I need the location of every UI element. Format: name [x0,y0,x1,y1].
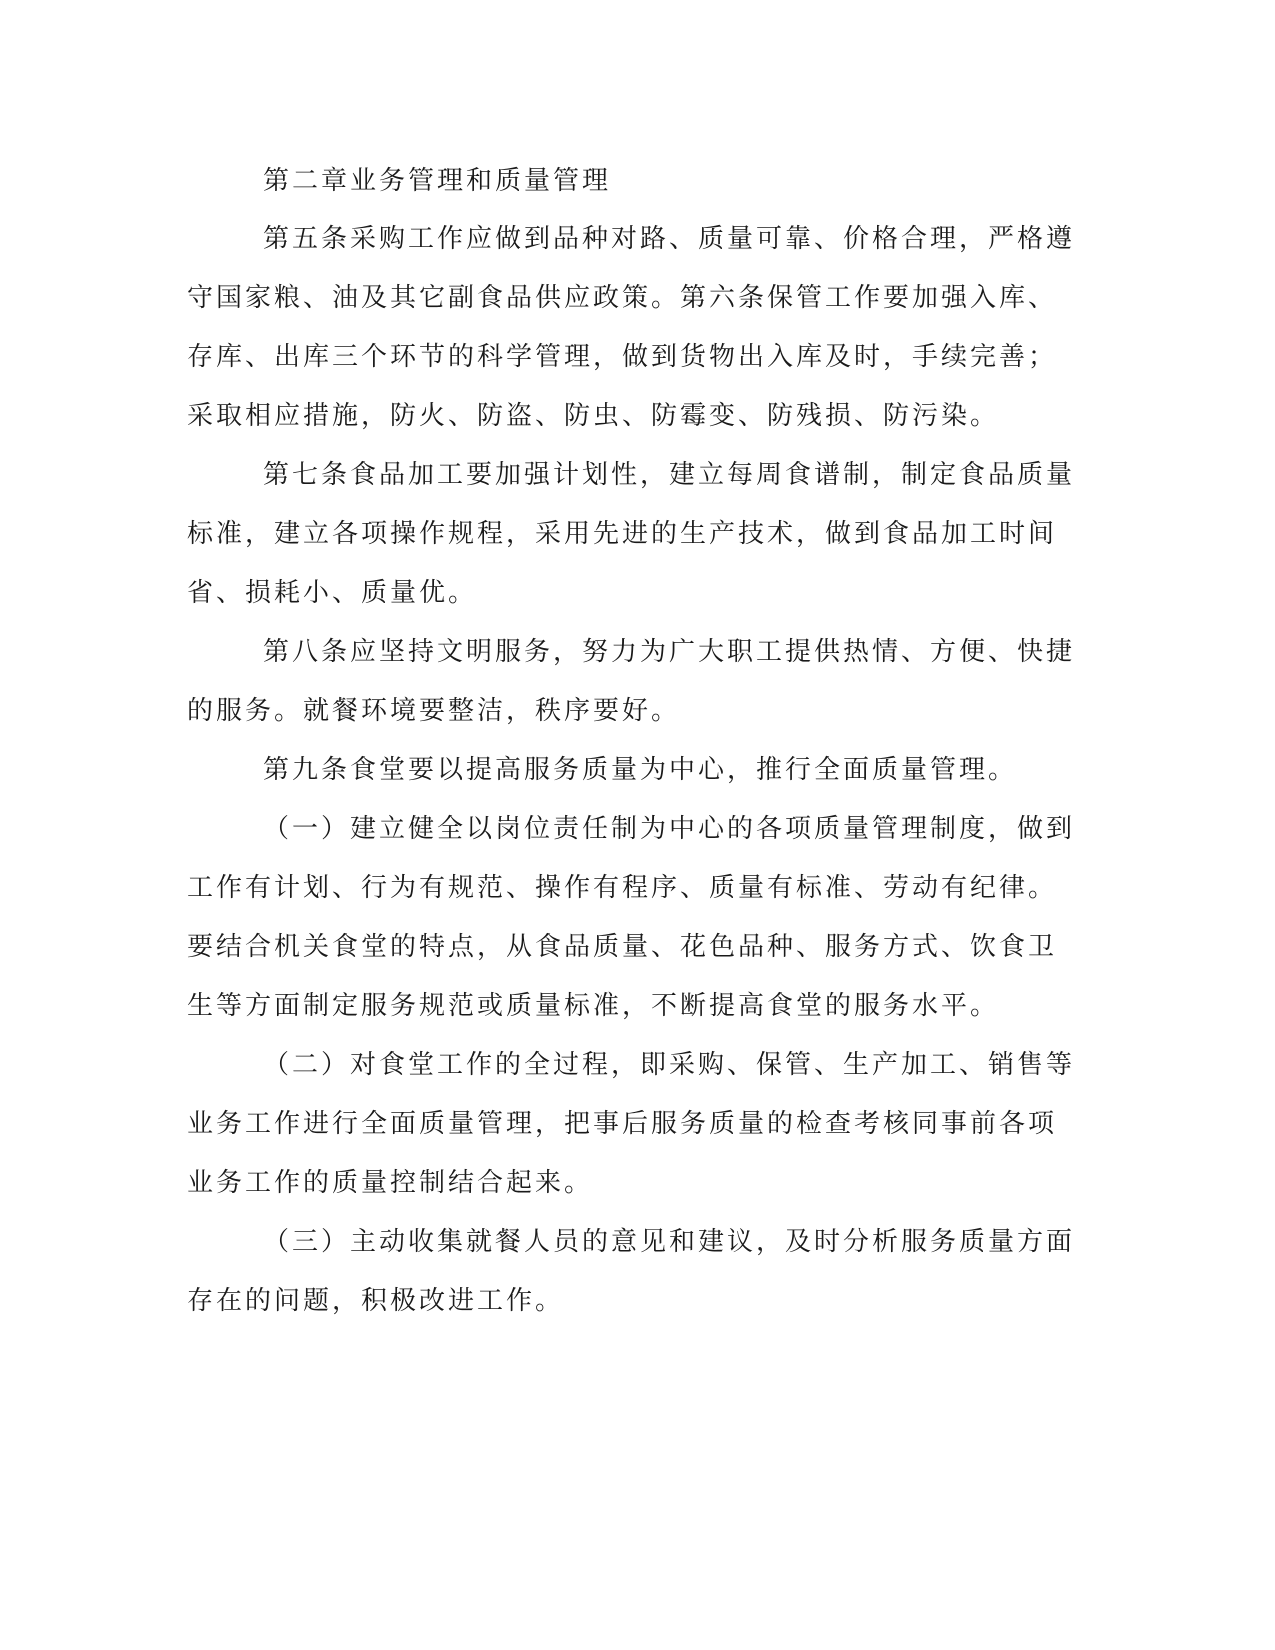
text-line: 采取相应措施，防火、防盗、防虫、防霉变、防残损、防污染。 [187,401,1000,431]
text-line: 工作有计划、行为有规范、操作有程序、质量有标准、劳动有纪律。 [187,873,1058,903]
text-line: 生等方面制定服务规范或质量标准，不断提高食堂的服务水平。 [187,991,1000,1021]
text-line: 第五条采购工作应做到品种对路、质量可靠、价格合理，严格遵 [263,224,1076,254]
text-line: 第八条应坚持文明服务，努力为广大职工提供热情、方便、快捷 [263,637,1076,667]
text-line: （二）对食堂工作的全过程，即采购、保管、生产加工、销售等 [263,1050,1076,1080]
text-line: 省、损耗小、质量优。 [187,578,478,608]
chapter-heading: 第二章业务管理和质量管理 [263,166,612,196]
text-line: 业务工作进行全面质量管理，把事后服务质量的检查考核同事前各项 [187,1109,1058,1139]
text-line: （三）主动收集就餐人员的意见和建议，及时分析服务质量方面 [263,1227,1076,1257]
text-line: 存在的问题，积极改进工作。 [187,1286,565,1316]
text-line: 的服务。就餐环境要整洁，秩序要好。 [187,696,681,726]
text-line: 第七条食品加工要加强计划性，建立每周食谱制，制定食品质量 [263,460,1076,490]
text-line: 要结合机关食堂的特点，从食品质量、花色品种、服务方式、饮食卫 [187,932,1058,962]
text-line: （一）建立健全以岗位责任制为中心的各项质量管理制度，做到 [263,814,1076,844]
text-line: 标准，建立各项操作规程，采用先进的生产技术，做到食品加工时间 [187,519,1058,549]
text-line: 守国家粮、油及其它副食品供应政策。第六条保管工作要加强入库、 [187,283,1058,313]
text-line: 第九条食堂要以提高服务质量为中心，推行全面质量管理。 [263,755,1018,785]
text-line: 业务工作的质量控制结合起来。 [187,1168,594,1198]
text-line: 存库、出库三个环节的科学管理，做到货物出入库及时，手续完善； [187,342,1058,372]
